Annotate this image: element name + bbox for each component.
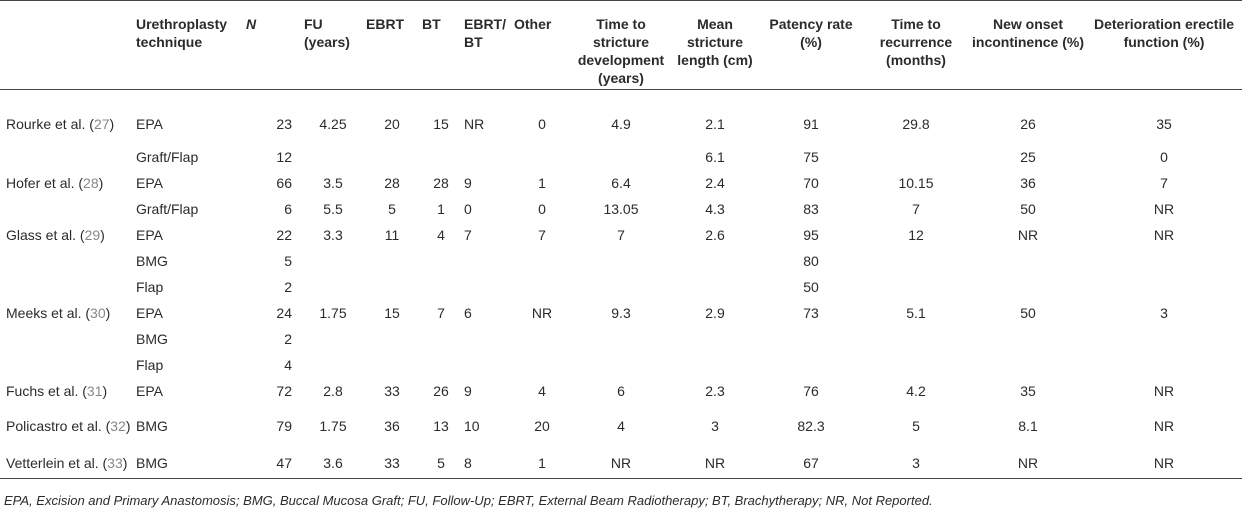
cell-fu: 5.5 bbox=[323, 200, 343, 217]
cell-patency: 75 bbox=[803, 148, 819, 165]
cell-patency: 70 bbox=[803, 174, 819, 191]
cell-time-recurrence: 5 bbox=[912, 417, 920, 434]
cell-other: 4 bbox=[538, 382, 546, 399]
cell-n: 23 bbox=[276, 115, 292, 132]
cell-time-stricture bbox=[572, 274, 670, 300]
cell-technique: EPA bbox=[136, 304, 163, 321]
cell-ebrt: 36 bbox=[384, 417, 400, 434]
cell-technique: EPA bbox=[136, 174, 163, 191]
cell-bt: 15 bbox=[433, 115, 449, 132]
cell-time-stricture bbox=[572, 144, 670, 170]
cell-fu bbox=[302, 144, 364, 170]
header-time-stricture: Time to stricture development (years) bbox=[577, 16, 665, 86]
cell-ebrt: 33 bbox=[384, 382, 400, 399]
cell-n: 12 bbox=[276, 148, 292, 165]
cell-stricture-length bbox=[670, 326, 760, 352]
table-row bbox=[0, 196, 1242, 222]
reference-link[interactable]: 32 bbox=[110, 417, 126, 434]
cell-incontinence: 8.1 bbox=[1018, 417, 1038, 434]
reference-link[interactable]: 27 bbox=[93, 115, 110, 132]
cell-stricture-length: 2.3 bbox=[705, 382, 725, 399]
cell-bt: 1 bbox=[437, 200, 445, 217]
cell-erectile: 35 bbox=[1156, 115, 1172, 132]
cell-ebrt-bt: 9 bbox=[464, 382, 472, 399]
cell-bt bbox=[420, 326, 462, 352]
cell-stricture-length bbox=[670, 352, 760, 378]
header-erectile: Deterioration erectile function (%) bbox=[1093, 16, 1235, 50]
cell-time-recurrence bbox=[862, 144, 970, 170]
table-row bbox=[0, 448, 1242, 479]
cell-incontinence: 50 bbox=[1020, 200, 1036, 217]
table-footnote: EPA, Excision and Primary Anastomosis; BMG, Buccal Mucosa Graft; FU, Follow-Up; EBRT, External Beam Radiotherapy; BT, Brachytherapy; NR, Not Reported. bbox=[4, 493, 933, 508]
cell-time-stricture bbox=[572, 248, 670, 274]
cell-fu: 4.25 bbox=[319, 115, 347, 132]
study-name-close: ) bbox=[105, 304, 111, 321]
cell-fu: 2.8 bbox=[323, 382, 343, 399]
cell-bt: 7 bbox=[437, 304, 445, 321]
cell-erectile: NR bbox=[1153, 382, 1175, 399]
cell-ebrt bbox=[364, 144, 420, 170]
cell-study bbox=[0, 326, 134, 352]
cell-n: 79 bbox=[276, 417, 292, 434]
cell-ebrt-bt bbox=[462, 144, 512, 170]
cell-study bbox=[0, 248, 134, 274]
reference-link[interactable]: 33 bbox=[107, 454, 123, 471]
reference-link[interactable]: 30 bbox=[90, 304, 106, 321]
cell-ebrt: 15 bbox=[384, 304, 400, 321]
cell-ebrt bbox=[364, 248, 420, 274]
cell-fu: 3.5 bbox=[323, 174, 343, 191]
cell-n: 24 bbox=[276, 304, 292, 321]
cell-patency: 83 bbox=[803, 200, 819, 217]
cell-time-recurrence bbox=[862, 274, 970, 300]
cell-fu: 1.75 bbox=[319, 304, 347, 321]
cell-n: 6 bbox=[284, 200, 292, 217]
cell-ebrt-bt: NR bbox=[464, 115, 485, 132]
cell-erectile bbox=[1086, 248, 1242, 274]
cell-stricture-length: 2.4 bbox=[705, 174, 725, 191]
cell-n: 4 bbox=[284, 356, 292, 373]
cell-erectile bbox=[1086, 326, 1242, 352]
cell-stricture-length: NR bbox=[704, 454, 726, 471]
cell-incontinence bbox=[970, 352, 1086, 378]
cell-ebrt: 5 bbox=[388, 200, 396, 217]
study-name-close: ) bbox=[100, 226, 105, 243]
cell-time-recurrence: 10.15 bbox=[898, 174, 934, 191]
cell-patency: 80 bbox=[803, 252, 819, 269]
cell-fu bbox=[302, 326, 364, 352]
header-other: Other bbox=[514, 16, 552, 32]
cell-erectile: 3 bbox=[1160, 304, 1168, 321]
header-ebrt: EBRT bbox=[366, 16, 405, 32]
cell-technique: Graft/Flap bbox=[136, 148, 199, 165]
cell-time-stricture: NR bbox=[610, 454, 632, 471]
header-ebrt-bt: EBRT/ BT bbox=[464, 16, 506, 50]
cell-time-stricture: 6.4 bbox=[611, 174, 631, 191]
study-name-close: ) bbox=[98, 174, 104, 191]
cell-erectile: NR bbox=[1153, 417, 1175, 434]
cell-time-stricture bbox=[572, 326, 670, 352]
study-name: Hofer et al. ( bbox=[6, 174, 84, 191]
cell-patency: 91 bbox=[803, 115, 819, 132]
cell-time-recurrence: 7 bbox=[912, 200, 920, 217]
cell-study bbox=[0, 300, 134, 326]
cell-study bbox=[0, 170, 134, 196]
cell-bt: 28 bbox=[433, 174, 449, 191]
header-study bbox=[0, 1, 134, 90]
cell-technique: BMG bbox=[136, 454, 168, 471]
cell-erectile: NR bbox=[1153, 454, 1175, 471]
cell-technique: Graft/Flap bbox=[136, 200, 199, 217]
cell-patency: 50 bbox=[803, 278, 819, 295]
study-name-close: ) bbox=[102, 382, 108, 399]
cell-study bbox=[0, 274, 134, 300]
cell-other: 1 bbox=[538, 454, 546, 471]
reference-link[interactable]: 29 bbox=[84, 226, 101, 243]
cell-bt: 4 bbox=[437, 226, 445, 243]
study-name-close: ) bbox=[109, 115, 115, 132]
reference-link[interactable]: 31 bbox=[86, 382, 103, 399]
cell-ebrt-bt: 6 bbox=[464, 304, 472, 321]
cell-other bbox=[512, 144, 572, 170]
cell-ebrt: 20 bbox=[384, 115, 400, 132]
cell-patency: 67 bbox=[803, 454, 819, 471]
cell-time-recurrence: 29.8 bbox=[902, 115, 930, 132]
cell-bt: 26 bbox=[433, 382, 449, 399]
cell-technique: BMG bbox=[136, 330, 168, 347]
cell-patency: 76 bbox=[803, 382, 819, 399]
cell-study bbox=[0, 352, 134, 378]
cell-technique: Flap bbox=[136, 278, 164, 295]
cell-incontinence: 35 bbox=[1020, 382, 1036, 399]
cell-n: 2 bbox=[284, 278, 292, 295]
cell-n: 2 bbox=[284, 330, 292, 347]
cell-time-recurrence: 12 bbox=[908, 226, 924, 243]
header-fu: FU (years) bbox=[304, 16, 350, 50]
cell-ebrt-bt: 10 bbox=[464, 417, 480, 434]
cell-bt bbox=[420, 248, 462, 274]
cell-bt bbox=[420, 144, 462, 170]
cell-ebrt: 11 bbox=[384, 226, 400, 243]
cell-ebrt: 33 bbox=[384, 454, 400, 471]
header-patency: Patency rate (%) bbox=[769, 16, 853, 50]
cell-time-recurrence bbox=[862, 326, 970, 352]
cell-ebrt bbox=[364, 326, 420, 352]
cell-fu: 3.3 bbox=[323, 226, 343, 243]
cell-time-stricture: 13.05 bbox=[603, 200, 639, 217]
cell-bt bbox=[420, 352, 462, 378]
cell-patency: 73 bbox=[803, 304, 819, 321]
cell-fu: 1.75 bbox=[319, 417, 347, 434]
cell-incontinence: 25 bbox=[1020, 148, 1036, 165]
cell-ebrt-bt bbox=[462, 352, 512, 378]
table-row bbox=[0, 378, 1242, 404]
cell-other: 0 bbox=[538, 200, 546, 217]
cell-other bbox=[512, 326, 572, 352]
cell-ebrt bbox=[364, 352, 420, 378]
cell-study bbox=[0, 404, 134, 448]
cell-other bbox=[512, 274, 572, 300]
cell-erectile: NR bbox=[1153, 226, 1175, 243]
cell-technique: EPA bbox=[136, 115, 163, 132]
cell-incontinence bbox=[970, 326, 1086, 352]
cell-stricture-length: 4.3 bbox=[705, 200, 725, 217]
cell-time-recurrence: 5.1 bbox=[906, 304, 926, 321]
header-n: N bbox=[246, 16, 257, 32]
cell-n: 5 bbox=[284, 252, 292, 269]
cell-other: NR bbox=[531, 304, 553, 321]
cell-other: 20 bbox=[534, 417, 550, 434]
cell-technique: Flap bbox=[136, 356, 164, 373]
cell-patency: 95 bbox=[803, 226, 819, 243]
cell-n: 47 bbox=[276, 454, 292, 471]
cell-ebrt-bt: 7 bbox=[464, 226, 472, 243]
study-name: Glass et al. ( bbox=[6, 226, 85, 243]
table-row bbox=[0, 248, 1242, 274]
study-name: Rourke et al. ( bbox=[6, 115, 94, 132]
cell-time-recurrence bbox=[862, 352, 970, 378]
cell-stricture-length: 2.6 bbox=[705, 226, 725, 243]
cell-n: 72 bbox=[276, 382, 292, 399]
cell-stricture-length: 3 bbox=[711, 417, 719, 434]
cell-patency bbox=[760, 326, 862, 352]
cell-other bbox=[512, 352, 572, 378]
cell-ebrt-bt bbox=[462, 326, 512, 352]
cell-n: 22 bbox=[276, 226, 292, 243]
table-row bbox=[0, 222, 1242, 248]
cell-time-stricture: 4 bbox=[617, 417, 625, 434]
table-row bbox=[0, 144, 1242, 170]
cell-erectile: 0 bbox=[1160, 148, 1168, 165]
header-incontinence: New onset incontinence (%) bbox=[972, 16, 1085, 50]
cell-incontinence: NR bbox=[1017, 226, 1039, 243]
study-name: Meeks et al. ( bbox=[6, 304, 91, 321]
table-body bbox=[0, 90, 1242, 479]
cell-fu bbox=[302, 248, 364, 274]
cell-incontinence: 50 bbox=[1020, 304, 1036, 321]
cell-fu: 3.6 bbox=[323, 454, 343, 471]
reference-link[interactable]: 28 bbox=[83, 174, 99, 191]
cell-technique: EPA bbox=[136, 382, 163, 399]
cell-time-recurrence: 4.2 bbox=[906, 382, 926, 399]
table-header-row bbox=[0, 1, 1242, 90]
cell-incontinence: 26 bbox=[1020, 115, 1036, 132]
header-technique: Urethroplasty technique bbox=[136, 16, 228, 50]
cell-incontinence: NR bbox=[1017, 454, 1039, 471]
cell-incontinence: 36 bbox=[1020, 174, 1036, 191]
cell-ebrt-bt: 8 bbox=[464, 454, 472, 471]
header-bt: BT bbox=[422, 16, 441, 32]
cell-ebrt-bt: 9 bbox=[464, 174, 472, 191]
cell-other bbox=[512, 248, 572, 274]
cell-erectile bbox=[1086, 274, 1242, 300]
cell-time-recurrence: 3 bbox=[912, 454, 920, 471]
cell-study bbox=[0, 144, 134, 170]
cell-bt: 5 bbox=[437, 454, 445, 471]
cell-study bbox=[0, 448, 134, 479]
cell-ebrt-bt bbox=[462, 248, 512, 274]
cell-stricture-length: 6.1 bbox=[705, 148, 725, 165]
cell-fu bbox=[302, 274, 364, 300]
cell-other: 7 bbox=[538, 226, 546, 243]
cell-n: 66 bbox=[276, 174, 292, 191]
cell-incontinence bbox=[970, 248, 1086, 274]
study-name: Vetterlein et al. ( bbox=[6, 454, 108, 471]
table-row bbox=[0, 352, 1242, 378]
table-row bbox=[0, 90, 1242, 145]
cell-bt bbox=[420, 274, 462, 300]
cell-time-stricture: 9.3 bbox=[611, 304, 631, 321]
cell-time-stricture: 7 bbox=[617, 226, 625, 243]
cell-study bbox=[0, 378, 134, 404]
table-row bbox=[0, 326, 1242, 352]
cell-incontinence bbox=[970, 274, 1086, 300]
cell-study bbox=[0, 90, 134, 145]
cell-ebrt bbox=[364, 274, 420, 300]
cell-time-recurrence bbox=[862, 248, 970, 274]
cell-erectile: 7 bbox=[1160, 174, 1168, 191]
cell-technique: BMG bbox=[136, 252, 168, 269]
cell-ebrt-bt: 0 bbox=[464, 200, 472, 217]
cell-time-stricture bbox=[572, 352, 670, 378]
cell-patency: 82.3 bbox=[797, 417, 825, 434]
cell-erectile bbox=[1086, 352, 1242, 378]
study-name: Fuchs et al. ( bbox=[6, 382, 87, 399]
cell-other: 1 bbox=[538, 174, 546, 191]
cell-time-stricture: 6 bbox=[617, 382, 625, 399]
table-row bbox=[0, 274, 1242, 300]
cell-technique: EPA bbox=[136, 226, 163, 243]
cell-study bbox=[0, 196, 134, 222]
cell-ebrt-bt bbox=[462, 274, 512, 300]
study-name: Policastro et al. ( bbox=[6, 417, 111, 434]
table-row bbox=[0, 300, 1242, 326]
cell-patency bbox=[760, 352, 862, 378]
cell-time-stricture: 4.9 bbox=[611, 115, 631, 132]
cell-fu bbox=[302, 352, 364, 378]
cell-other: 0 bbox=[538, 115, 546, 132]
header-time-recurrence: Time to recurrence (months) bbox=[879, 16, 953, 68]
study-name-close: ) bbox=[122, 454, 128, 471]
cell-stricture-length bbox=[670, 248, 760, 274]
cell-technique: BMG bbox=[136, 417, 168, 434]
cell-stricture-length: 2.9 bbox=[705, 304, 725, 321]
table-row bbox=[0, 170, 1242, 196]
header-stricture-length: Mean stricture length (cm) bbox=[677, 16, 753, 68]
table-row bbox=[0, 404, 1242, 448]
cell-study bbox=[0, 222, 134, 248]
cell-stricture-length: 2.1 bbox=[705, 115, 725, 132]
cell-stricture-length bbox=[670, 274, 760, 300]
cell-bt: 13 bbox=[433, 417, 449, 434]
cell-erectile: NR bbox=[1153, 200, 1175, 217]
study-name-close: ) bbox=[125, 417, 131, 434]
cell-ebrt: 28 bbox=[384, 174, 400, 191]
